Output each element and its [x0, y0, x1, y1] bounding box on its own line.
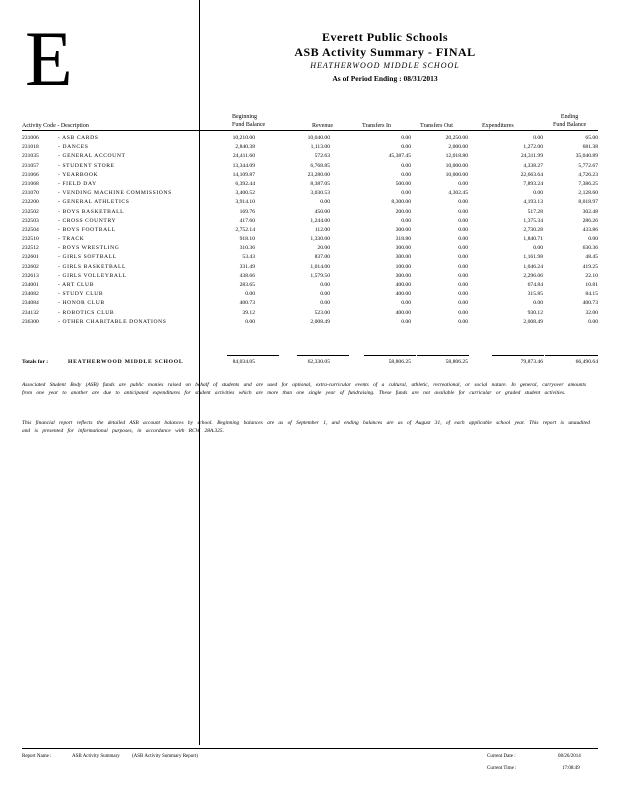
- revenue-amount: 572.63: [314, 153, 330, 160]
- activity-description: - FIELD DAY: [58, 180, 97, 187]
- transfers-in-amount: 0.00: [401, 162, 411, 169]
- footer-date-label: Current Date :: [487, 754, 516, 759]
- transfers-in-amount: 0.00: [401, 171, 411, 178]
- transfers-in-amount: 500.00: [395, 180, 411, 187]
- ending-balance: 286.26: [582, 217, 598, 224]
- activity-code: 231068: [22, 180, 39, 187]
- transfers-in-amount: 200.00: [395, 208, 411, 215]
- ending-balance: 35,040.89: [575, 153, 598, 160]
- activity-code: 231070: [22, 190, 39, 197]
- footer-date-value: 08/26/2014: [558, 754, 581, 759]
- expenditures-amount: 2,730.28: [523, 226, 543, 233]
- beginning-balance: 169.76: [239, 208, 255, 215]
- revenue-amount: 1,014.00: [310, 263, 330, 270]
- ending-balance: 7,386.25: [578, 180, 598, 187]
- revenue-amount: 0.00: [320, 300, 330, 307]
- beginning-balance: 53.43: [242, 254, 255, 261]
- col-transfers-in: Transfers In: [362, 123, 391, 129]
- transfers-in-amount: 300.00: [395, 254, 411, 261]
- header-rule: [22, 130, 598, 131]
- ending-balance: 48.45: [585, 254, 598, 261]
- revenue-amount: 6,768.85: [310, 162, 330, 169]
- transfers-in-amount: 400.00: [395, 291, 411, 298]
- transfers-in-amount: 0.00: [401, 217, 411, 224]
- transfers-out-amount: 0.00: [458, 180, 468, 187]
- col-ending-balance: Ending Fund Balance: [553, 114, 587, 128]
- footer-time-value: 17:08:49: [562, 766, 580, 771]
- expenditures-amount: 1,272.00: [523, 144, 543, 151]
- totals-transfers-in: 58,806.25: [388, 359, 411, 365]
- table-row: [22, 217, 598, 226]
- activity-code: 232504: [22, 226, 39, 233]
- transfers-in-amount: 45,387.45: [388, 153, 411, 160]
- revenue-amount: 0.00: [320, 291, 330, 298]
- activity-code: 231066: [22, 171, 39, 178]
- table-row: [22, 198, 598, 207]
- activity-description: - ROBOTICS CLUB: [58, 309, 115, 316]
- revenue-amount: 523.00: [314, 309, 330, 316]
- totals-ending: 66,490.64: [575, 359, 598, 365]
- activity-table: [22, 134, 598, 327]
- totals-revenue: 62,330.05: [307, 359, 330, 365]
- revenue-amount: 0.00: [320, 199, 330, 206]
- activity-description: - GIRLS SOFTBALL: [58, 254, 117, 261]
- transfers-out-amount: 0.00: [458, 208, 468, 215]
- col-expenditures: Expenditures: [482, 123, 514, 129]
- beginning-balance: 13,344.09: [232, 162, 255, 169]
- expenditures-amount: 0.00: [533, 135, 543, 141]
- footer-report-name: ASB Activity Summary: [72, 754, 120, 759]
- transfers-out-amount: 0.00: [458, 236, 468, 243]
- activity-description: - BOYS FOOTBALL: [58, 226, 116, 233]
- expenditures-amount: 1,840.71: [523, 236, 543, 243]
- transfers-in-amount: 0.00: [401, 190, 411, 197]
- table-row: [22, 290, 598, 299]
- activity-description: - CROSS COUNTRY: [58, 217, 117, 224]
- table-row: [22, 171, 598, 180]
- ending-balance: 433.86: [582, 226, 598, 233]
- beginning-balance: 3,914.10: [235, 199, 255, 206]
- activity-description: - OTHER CHARITABLE DONATIONS: [58, 318, 167, 325]
- beginning-balance: 2,752.14: [235, 226, 255, 233]
- activity-code: 232503: [22, 217, 39, 224]
- col-activity-code: Activity Code - Description: [22, 123, 89, 129]
- activity-description: - STUDY CLUB: [58, 291, 104, 298]
- footer-report-label: Report Name :: [22, 754, 52, 759]
- expenditures-amount: 1,375.34: [523, 217, 543, 224]
- revenue-amount: 3,030.53: [310, 190, 330, 197]
- school-name: HEATHERWOOD MIDDLE SCHOOL: [310, 61, 460, 70]
- activity-code: 232510: [22, 236, 39, 243]
- transfers-in-amount: 100.00: [395, 263, 411, 270]
- transfers-out-amount: 0.00: [458, 291, 468, 298]
- transfers-out-amount: 0.00: [458, 254, 468, 261]
- activity-description: - STUDENT STORE: [58, 162, 115, 169]
- ending-balance: 4,726.23: [578, 171, 598, 178]
- beginning-balance: 24,411.60: [232, 153, 255, 160]
- activity-code: 234001: [22, 282, 39, 288]
- transfers-out-amount: 20,250.00: [445, 135, 468, 141]
- revenue-amount: 1,330.00: [310, 236, 330, 243]
- totals-transfers-out: 58,806.25: [445, 359, 468, 365]
- revenue-amount: 450.00: [314, 208, 330, 215]
- table-row: [22, 263, 598, 272]
- transfers-in-amount: 8,300.00: [391, 199, 411, 206]
- activity-code: 234084: [22, 300, 39, 307]
- ending-balance: 0.00: [588, 236, 598, 243]
- activity-code: 232512: [22, 245, 39, 252]
- ending-balance: 2,128.60: [578, 190, 598, 197]
- transfers-out-amount: 10,000.00: [445, 162, 468, 169]
- table-row: [22, 235, 598, 244]
- expenditures-amount: 0.00: [533, 300, 543, 307]
- totals-school: HEATHERWOOD MIDDLE SCHOOL: [68, 359, 184, 365]
- revenue-amount: 10,040.00: [307, 135, 330, 141]
- expenditures-amount: 0.00: [533, 245, 543, 252]
- transfers-in-amount: 0.00: [401, 144, 411, 151]
- ending-balance: 302.48: [582, 208, 598, 215]
- footer-report-desc: (ASB Activity Summary Report): [132, 754, 198, 759]
- beginning-balance: 10,210.00: [232, 135, 255, 141]
- transfers-out-amount: 0.00: [458, 226, 468, 233]
- expenditures-amount: 0.00: [533, 190, 543, 197]
- ending-balance: 5,772.67: [578, 162, 598, 169]
- revenue-amount: 1,113.00: [310, 144, 330, 151]
- activity-code: 232602: [22, 263, 39, 270]
- expenditures-amount: 1,046.24: [523, 263, 543, 270]
- ending-balance: 32.00: [585, 309, 598, 316]
- activity-description: - HONOR CLUB: [58, 300, 105, 307]
- transfers-out-amount: 4,302.45: [448, 190, 468, 197]
- footer-time-label: Current Time :: [487, 766, 517, 771]
- activity-description: - GIRLS VOLLEYBALL: [58, 272, 127, 279]
- ending-balance: 10.81: [585, 282, 598, 288]
- transfers-out-amount: 12,018.80: [445, 153, 468, 160]
- revenue-amount: 112.00: [314, 226, 330, 233]
- ending-balance: 22.10: [585, 272, 598, 279]
- beginning-balance: 3,400.52: [235, 190, 255, 197]
- revenue-amount: 8,387.05: [310, 180, 330, 187]
- beginning-balance: 6,392.44: [235, 180, 255, 187]
- activity-code: 234132: [22, 309, 39, 316]
- transfers-out-amount: 0.00: [458, 263, 468, 270]
- beginning-balance: 400.73: [239, 300, 255, 307]
- beginning-balance: 283.65: [239, 282, 255, 288]
- revenue-amount: 1,244.00: [310, 217, 330, 224]
- transfers-in-amount: 300.00: [395, 226, 411, 233]
- totals-label: Totals for :: [22, 359, 49, 365]
- ending-balance: 84.15: [585, 291, 598, 298]
- expenditures-amount: 22,663.64: [520, 171, 543, 178]
- table-row: [22, 281, 598, 290]
- revenue-amount: 0.00: [320, 282, 330, 288]
- col-transfers-out: Transfers Out: [420, 123, 453, 129]
- activity-code: 231018: [22, 144, 39, 151]
- activity-description: - BOYS BASKETBALL: [58, 208, 125, 215]
- expenditures-amount: 2,296.06: [523, 272, 543, 279]
- activity-description: - ASB CARDS: [58, 135, 99, 141]
- table-row: [22, 189, 598, 198]
- activity-description: - TRACK: [58, 236, 85, 243]
- transfers-out-amount: 0.00: [458, 318, 468, 325]
- col-revenue: Revenue: [312, 123, 333, 129]
- table-row: [22, 318, 598, 327]
- transfers-out-amount: 10,000.00: [445, 171, 468, 178]
- activity-description: - YEARBOOK: [58, 171, 99, 178]
- totals-beginning: 84,034.05: [232, 359, 255, 365]
- transfers-in-amount: 0.00: [401, 300, 411, 307]
- col-beginning-balance: Beginning Fund Balance: [232, 114, 266, 128]
- table-row: [22, 180, 598, 189]
- ending-balance: 681.38: [582, 144, 598, 151]
- expenditures-amount: 4,193.13: [523, 199, 543, 206]
- expenditures-amount: 930.12: [527, 309, 543, 316]
- transfers-in-amount: 0.00: [401, 135, 411, 141]
- ending-balance: 0.00: [588, 318, 598, 325]
- beginning-balance: 331.49: [239, 263, 255, 270]
- transfers-out-amount: 0.00: [458, 282, 468, 288]
- beginning-balance: 438.66: [239, 272, 255, 279]
- beginning-balance: 2,840.38: [235, 144, 255, 151]
- activity-description: - GENERAL ATHLETICS: [58, 199, 130, 206]
- expenditures-amount: 2,008.49: [523, 318, 543, 325]
- beginning-balance: 14,109.87: [232, 171, 255, 178]
- transfers-out-amount: 0.00: [458, 199, 468, 206]
- activity-code: 231006: [22, 135, 39, 141]
- transfers-out-amount: 0.00: [458, 245, 468, 252]
- transfers-in-amount: 400.00: [395, 282, 411, 288]
- transfers-out-amount: 0.00: [458, 217, 468, 224]
- table-row: [22, 253, 598, 262]
- activity-description: - BOYS WRESTLING: [58, 245, 120, 252]
- activity-description: - VENDING MACHINE COMMISSIONS: [58, 190, 172, 197]
- activity-code: 232502: [22, 208, 39, 215]
- expenditures-amount: 4,338.27: [523, 162, 543, 169]
- org-name: Everett Public Schools: [321, 30, 449, 44]
- transfers-in-amount: 318.80: [395, 236, 411, 243]
- expenditures-amount: 674.84: [527, 282, 543, 288]
- beginning-balance: 918.10: [239, 236, 255, 243]
- ending-balance: 65.00: [585, 135, 598, 141]
- table-row: [22, 208, 598, 217]
- transfers-out-amount: 0.00: [458, 272, 468, 279]
- period-ending: As of Period Ending : 08/31/2013: [332, 74, 438, 83]
- ending-balance: 419.25: [582, 263, 598, 270]
- table-row: [22, 309, 598, 318]
- revenue-amount: 837.00: [314, 254, 330, 261]
- beginning-balance: 0.00: [245, 291, 255, 298]
- table-row: [22, 143, 598, 152]
- table-row: [22, 272, 598, 281]
- activity-code: 236300: [22, 318, 39, 325]
- district-logo-letter: E: [25, 15, 73, 102]
- beginning-balance: 417.60: [239, 217, 255, 224]
- report-title: ASB Activity Summary - FINAL: [294, 45, 476, 59]
- expenditures-amount: 517.28: [527, 208, 543, 215]
- expenditures-amount: 1,161.98: [523, 254, 543, 261]
- transfers-out-amount: 0.00: [458, 309, 468, 316]
- revenue-amount: 2,008.49: [310, 318, 330, 325]
- footer-rule: [22, 748, 598, 749]
- expenditures-amount: 24,311.99: [520, 153, 543, 160]
- table-row: [22, 162, 598, 171]
- transfers-in-amount: 300.00: [395, 272, 411, 279]
- revenue-amount: 20.00: [317, 245, 330, 252]
- activity-description: - GENERAL ACCOUNT: [58, 153, 126, 160]
- expenditures-amount: 7,893.24: [523, 180, 543, 187]
- transfers-in-amount: 0.00: [401, 318, 411, 325]
- ending-balance: 630.36: [582, 245, 598, 252]
- transfers-out-amount: 2,000.00: [448, 144, 468, 151]
- activity-code: 231057: [22, 162, 39, 169]
- totals-expenditures: 79,873.46: [520, 359, 543, 365]
- totals-row: [22, 358, 598, 367]
- activity-code: 232613: [22, 272, 39, 279]
- transfers-in-amount: 400.00: [395, 309, 411, 316]
- activity-code: 231035: [22, 153, 39, 160]
- ending-balance: 400.73: [582, 300, 598, 307]
- revenue-amount: 23,280.00: [307, 171, 330, 178]
- ending-balance: 8,018.97: [578, 199, 598, 206]
- report-note-paragraph: This financial report reflects the detailed ASB account balances by school. Beginning balances are as of September 1, and ending balances are as of August 31, of each applicable school year. This report is unaudited and is presented for informational purposes, in accordance with RCW 28A.325.: [22, 420, 590, 434]
- activity-description: - DANCES: [58, 144, 89, 151]
- activity-description: - ART CLUB: [58, 282, 95, 288]
- beginning-balance: 0.00: [245, 318, 255, 325]
- activity-code: 234082: [22, 291, 39, 298]
- logo-divider-line: [199, 0, 200, 745]
- transfers-out-amount: 0.00: [458, 300, 468, 307]
- activity-code: 232200: [22, 199, 39, 206]
- table-row: [22, 134, 598, 143]
- asb-disclaimer-paragraph: Associated Student Body (ASB) funds are public monies raised on behalf of students and are used for optional, extra-curricular events of a cultural, athletic, recreational, or social nature. In general, carryover amounts from one year to another are due to anticipated expenditures for student activities which are more than one single year of fundraising. These funds are not available for curricular or graded student activities.: [22, 382, 587, 396]
- table-row: [22, 299, 598, 308]
- beginning-balance: 39.12: [242, 309, 255, 316]
- transfers-in-amount: 300.00: [395, 245, 411, 252]
- revenue-amount: 1,579.50: [310, 272, 330, 279]
- table-row: [22, 152, 598, 161]
- table-row: [22, 226, 598, 235]
- beginning-balance: 310.36: [239, 245, 255, 252]
- activity-description: - GIRLS BASKETBALL: [58, 263, 126, 270]
- expenditures-amount: 315.85: [527, 291, 543, 298]
- table-row: [22, 244, 598, 253]
- activity-code: 232601: [22, 254, 39, 261]
